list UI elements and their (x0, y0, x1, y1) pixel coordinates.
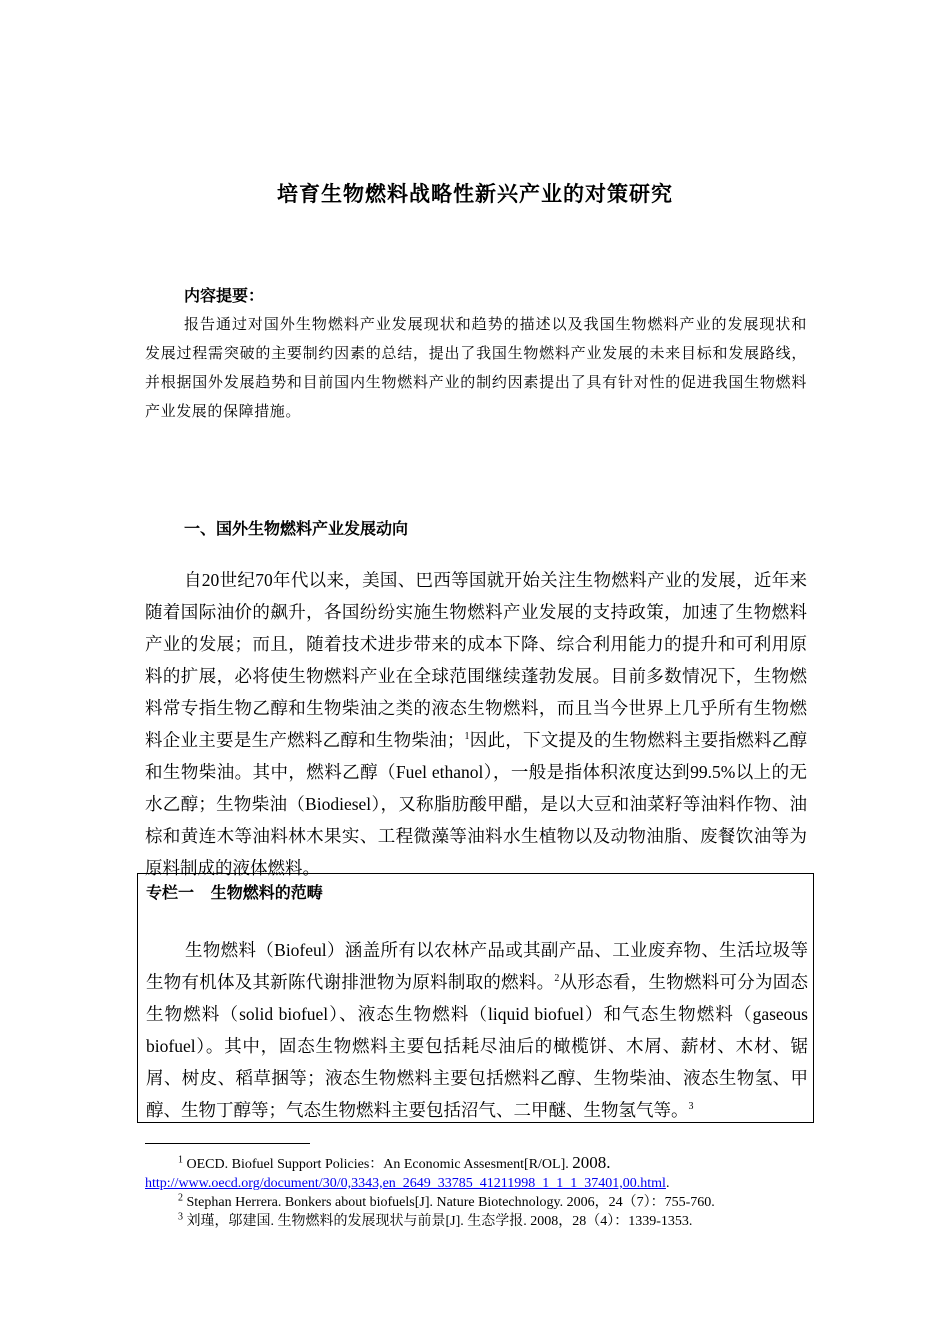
footnote-3-number: 3 (178, 1211, 183, 1223)
footnote-ref-2: 2 (554, 973, 560, 985)
footnote-1-link-end: . (665, 1176, 670, 1191)
footnote-1-link[interactable]: http://www.oecd.org/document/30/0,3343,en_2649_33785_41211998_1_1_1_37401,00.html (145, 1176, 666, 1191)
footnote-divider (145, 1143, 310, 1144)
box-text-a: 生物燃料（Biofeul）涵盖所有以农林产品或其副产品、工业废弃物、生活垃圾等生物有机体及其新陈代谢排泄物为原料制取的燃料。 (146, 940, 808, 992)
box-text-b: 从形态看，生物燃料可分为固态生物燃料（solid biofuel）、液态生物燃料（liquid biofuel）和气态生物燃料（gaseous biofuel）。其中，固态生物燃料主要包括耗尽油后的橄榄饼、木屑、薪材、木材、锯屑、树皮、稻草捆等；液态生物燃料主要包括燃料乙醇、生物柴油、液态生物氢、甲醇、生物丁醇等；气态生物燃料主要包括沼气、二甲醚、生物氢气等。 (146, 972, 809, 1120)
footnote-1-year: 2008. (572, 1153, 611, 1172)
abstract-heading: 内容提要： (184, 286, 265, 305)
footnote-3 (145, 1212, 815, 1231)
section-1-text-a: 自20世纪70年代以来，美国、巴西等国就开始关注生物燃料产业的发展，近年来随着国际油价的飙升，各国纷纷实施生物燃料产业发展的支持政策，加速了生物燃料产业的发展；而且，随着技术进步带来的成本下降、综合利用能力的提升和可利用原料的扩展，必将使生物燃料产业在全球范围继续蓬勃发展。目前多数情况下，生物燃料常专指生物乙醇和生物柴油之类的液态生物燃料，而且当今世界上几乎所有生物燃料企业主要是生产燃料乙醇和生物柴油； (145, 570, 807, 750)
section-1-heading: 一、国外生物燃料产业发展动向 (184, 519, 409, 538)
footnote-ref-3: 3 (688, 1101, 694, 1113)
sidebar-box (137, 873, 814, 1123)
footnote-3-text: 刘瑾，邬建国. 生物燃料的发展现状与前景[J]. 生态学报. 2008，28（4）：1339-1353. (186, 1214, 693, 1229)
section-1-paragraph (145, 564, 807, 884)
footnotes (145, 1153, 815, 1231)
footnote-1 (145, 1153, 815, 1174)
section-1-text-b: 因此，下文提及的生物燃料主要指燃料乙醇和生物柴油。其中，燃料乙醇（Fuel ethanol），一般是指体积浓度达到99.5%以上的无水乙醇；生物柴油（Biodiesel），又称脂肪酸甲醋，是以大豆和油菜籽等油料作物、油棕和黄连木等油料林木果实、工程微藻等油料水生植物以及动物油脂、废餐饮油等为原料制成的液体燃料。 (145, 730, 808, 878)
box-paragraph (146, 934, 808, 1126)
box-title: 专栏一 生物燃料的范畴 (146, 883, 323, 902)
document-title: 培育生物燃料战略性新兴产业的对策研究 (277, 181, 673, 206)
footnote-ref-1: 1 (464, 731, 470, 743)
footnote-2 (145, 1193, 815, 1212)
footnote-1-number: 1 (178, 1154, 183, 1166)
footnote-2-text: Stephan Herrera. Bonkers about biofuels[J]. Nature Biotechnology. 2006，24（7）：755-760. (186, 1195, 715, 1210)
footnote-1-text: OECD. Biofuel Support Policies：An Economic Assesment[R/OL]. (186, 1157, 569, 1172)
footnote-2-number: 2 (178, 1192, 183, 1204)
footnote-1-url-line (145, 1174, 815, 1193)
abstract-body: 报告通过对国外生物燃料产业发展现状和趋势的描述以及我国生物燃料产业的发展现状和发展过程需突破的主要制约因素的总结，提出了我国生物燃料产业发展的未来目标和发展路线，并根据国外发展趋势和目前国内生物燃料产业的制约因素提出了具有针对性的促进我国生物燃料产业发展的保障措施。 (145, 315, 807, 420)
